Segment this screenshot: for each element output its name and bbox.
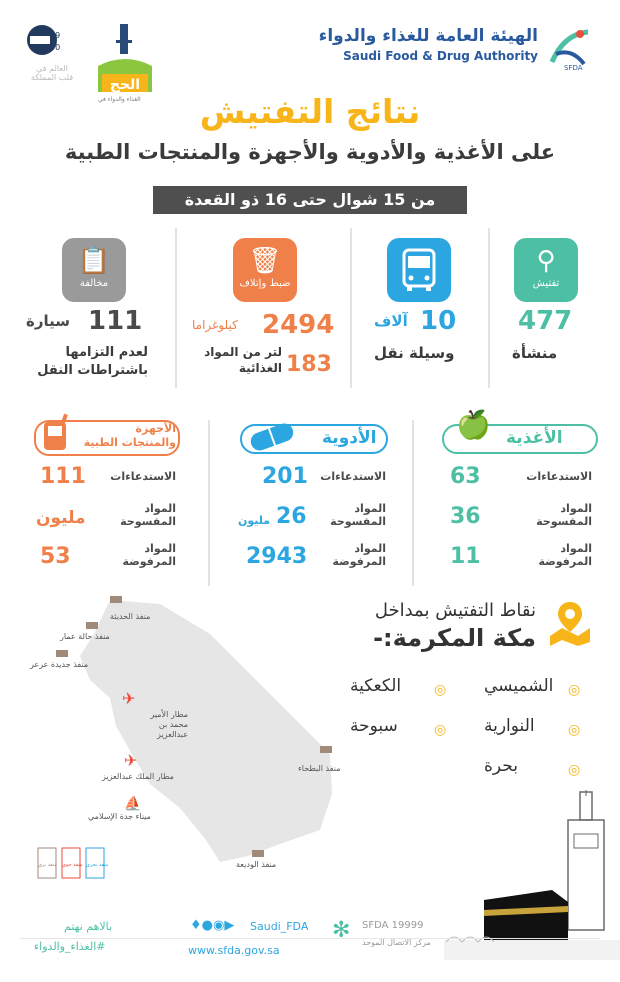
- map-label-jeddah-airport: مطار الملك عبدالعزيز: [102, 772, 174, 781]
- drugs-spoiled-unit: مليون: [238, 514, 271, 527]
- footer-divider: [20, 938, 600, 939]
- map-label-wadiah: منفذ الوديعة: [236, 860, 277, 869]
- checkpoint-nawariya: النوارية: [484, 716, 535, 736]
- food-recalls-value: 63: [450, 464, 481, 489]
- page-subtitle: على الأغذية والأدوية والأجهزة والمنتجات الطبية: [64, 140, 556, 164]
- badge-text: العالم في قلب المملكة: [30, 64, 74, 82]
- violation-value: 111: [88, 306, 143, 336]
- violation-desc: لعدم التزامها باشتراطات النقل: [37, 345, 148, 378]
- kaaba-illustration: [444, 790, 620, 960]
- map-label-madinah-airport: مطار الأمير محمد بن عبدالعزيز: [150, 710, 188, 739]
- devices-recalls-label: الاستدعاءات: [110, 470, 176, 483]
- location-pin-icon: [548, 598, 592, 646]
- map-landmass: [80, 600, 332, 862]
- map-label-jadidat-arar: منفذ جديدة عرعر: [30, 660, 89, 669]
- drugs-spoiled-value: 26: [276, 504, 307, 529]
- transport-value: 10: [420, 306, 457, 336]
- ship-icon: ⛵: [124, 796, 142, 812]
- transport-unit: آلاف: [374, 312, 408, 330]
- violation-caption: مخالفة: [79, 278, 109, 289]
- violation-stat-icon: [62, 238, 126, 302]
- location-pin-small-icon: ◎: [434, 722, 447, 738]
- devices-spoiled-label: المواد المفسوحة: [120, 502, 176, 528]
- authority-name-ar: الهيئة العامة للغذاء والدواء: [318, 26, 538, 46]
- website-link[interactable]: www.sfda.gov.sa: [188, 944, 280, 957]
- food-icon: 🍏: [456, 408, 491, 441]
- map-label-halat-ammar: منفذ حالة عمار: [60, 632, 110, 641]
- badge-line1: 19: [50, 31, 61, 40]
- inspection-value: 477: [518, 306, 573, 336]
- checkpoints-title-line2: مكة المكرمة:-: [373, 624, 536, 652]
- legend-sea-label: منفذ بحري: [86, 862, 109, 868]
- devices-rejected-label: المواد المرفوضة: [122, 542, 176, 568]
- drugs-recalls-label: الاستدعاءات: [320, 470, 386, 483]
- clipboard-icon: 📋: [77, 246, 111, 276]
- drugs-rejected-label: المواد المرفوضة: [332, 542, 386, 568]
- category-divider: [208, 420, 210, 586]
- devices-recalls-value: 111: [40, 464, 86, 489]
- devices-category-label: الأجهزة والمنتجات الطبية: [83, 422, 176, 449]
- sfda-logo-icon: [544, 24, 594, 72]
- social-icons[interactable]: ♦●◉▶: [190, 918, 235, 933]
- food-recalls-label: الاستدعاءات: [526, 470, 592, 483]
- date-range-band: من 15 شوال حتى 16 ذو القعدة: [153, 186, 467, 214]
- food-rejected-value: 11: [450, 544, 481, 569]
- badge-line2: 40: [50, 43, 61, 52]
- stats-divider: [350, 228, 352, 388]
- airport-plane-icon: ✈: [122, 689, 136, 708]
- violation-unit: سيارة: [26, 312, 70, 330]
- hajj-word: الحج: [109, 77, 141, 93]
- call-center-label: مركز الاتصال الموحد: [362, 938, 431, 947]
- badge-1940-icon: [24, 20, 64, 60]
- drugs-category-label: الأدوية: [322, 428, 377, 448]
- devices-spoiled-unit: مليون: [36, 508, 86, 528]
- map-label-batha: منفذ البطحاء: [298, 764, 341, 773]
- bus-icon: [387, 238, 451, 302]
- magnifier-icon: ⚲: [536, 246, 556, 276]
- map-label-haditha: منفذ الحديثة: [110, 612, 151, 621]
- pill-icon: [246, 420, 300, 454]
- glucometer-icon: [40, 412, 74, 452]
- seizure-caption: ضبط وإتلاف: [239, 278, 291, 289]
- sfda-short-label: SFDA: [564, 64, 583, 72]
- page-title: نتائج التفتيش: [199, 92, 421, 131]
- authority-name-en: Saudi Food & Drug Authority: [343, 49, 538, 63]
- food-spoiled-value: 36: [450, 504, 481, 529]
- footer-hashtag: #الغذاء_والدواء: [34, 940, 106, 953]
- airport-plane-icon: ✈: [124, 751, 138, 770]
- seizure-stat-icon: [233, 238, 297, 302]
- legend-land-label: منفذ بري: [38, 862, 57, 868]
- call-center-icon: ✻: [332, 918, 351, 943]
- seizure-value: 2494: [262, 310, 335, 340]
- checkpoint-kakiya: الكعكية: [350, 676, 402, 696]
- food-rejected-label: المواد المرفوضة: [538, 542, 592, 568]
- food-category-label: الأغذية: [506, 428, 563, 448]
- stats-divider: [175, 228, 177, 388]
- drugs-spoiled-label: المواد المفسوحة: [330, 502, 386, 528]
- legend-air-label: منفذ جوي: [62, 862, 83, 868]
- transport-desc: وسيلة نقل: [374, 344, 455, 362]
- food-spoiled-label: المواد المفسوحة: [536, 502, 592, 528]
- footer-care-line: بالاهم نهتم: [64, 920, 113, 933]
- inspection-stat-icon: [514, 238, 578, 302]
- checkpoint-sabuha: سبوحة: [350, 716, 398, 736]
- checkpoint-bahra: بحرة: [484, 756, 518, 776]
- location-pin-small-icon: ◎: [434, 682, 447, 698]
- category-divider: [412, 420, 414, 586]
- location-pin-small-icon: ◎: [568, 682, 581, 698]
- devices-rejected-value: 53: [40, 544, 71, 569]
- checkpoints-title-line1: نقاط التفتيش بمداخل: [374, 600, 536, 621]
- inspection-caption: تفتيش: [532, 278, 560, 289]
- seizure-desc2: لتر من المواد الغذائية: [204, 345, 282, 375]
- location-pin-small-icon: ◎: [568, 722, 581, 738]
- seizure-unit: كيلوغراما: [192, 318, 238, 332]
- trash-icon: 🗑: [248, 246, 282, 276]
- checkpoint-shumaisi: الشميسي: [484, 676, 554, 696]
- map-label-jeddah-port: ميناء جدة الإسلامي: [88, 812, 151, 821]
- stats-divider: [488, 228, 490, 388]
- call-center-number: SFDA 19999: [362, 920, 424, 931]
- inspection-desc: منشأة: [512, 344, 558, 362]
- hajj-caption: الغذاء والدواء في: [98, 96, 141, 103]
- seizure-value2: 183: [286, 352, 332, 377]
- drugs-recalls-value: 201: [262, 464, 308, 489]
- location-pin-small-icon: ◎: [568, 762, 581, 778]
- transport-stat-icon: [387, 238, 451, 302]
- social-handle[interactable]: Saudi_FDA: [250, 920, 309, 933]
- drugs-rejected-value: 2943: [246, 544, 308, 569]
